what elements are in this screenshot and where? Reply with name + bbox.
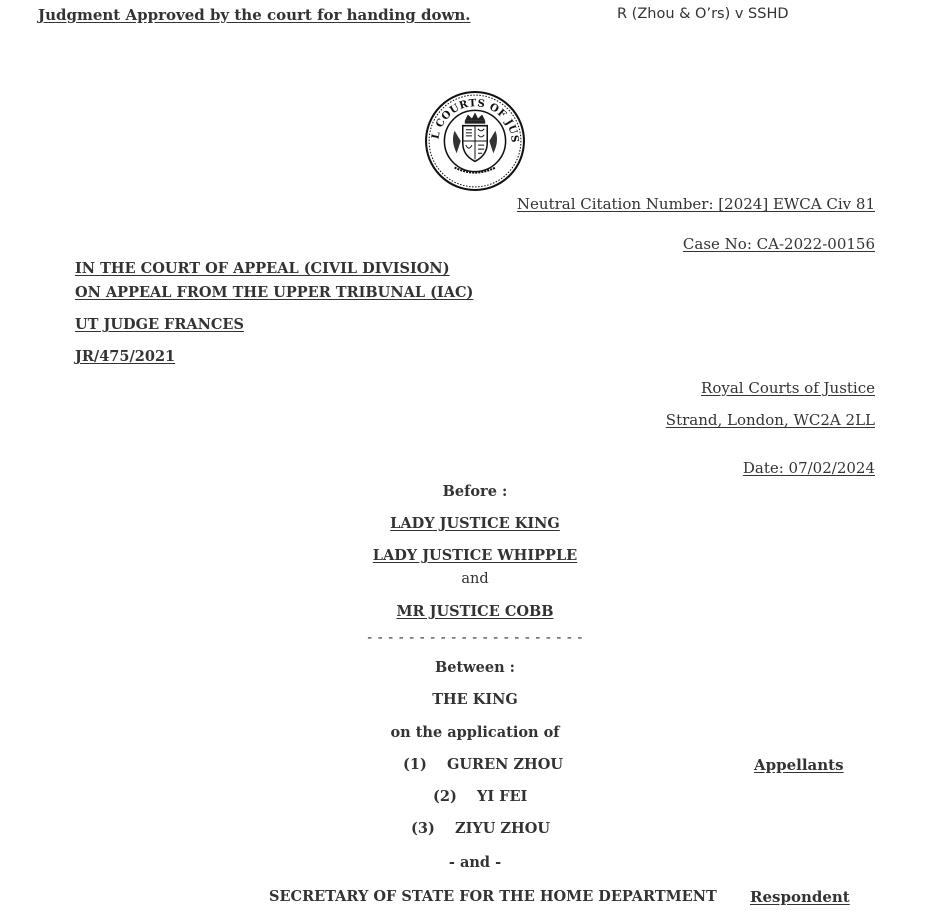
lower-court-ref: JR/475/2021 (75, 348, 176, 365)
appellants-label: Appellants (754, 756, 844, 774)
judge-1 (0, 515, 947, 532)
appellant-2-name: YI FEI (477, 788, 528, 805)
appellant-2-num: (2) (433, 788, 457, 805)
appeal-from: ON APPEAL FROM THE UPPER TRIBUNAL (IAC) (75, 284, 474, 301)
judge-2-name: LADY JUSTICE WHIPPLE (372, 547, 578, 564)
on-application-of: on the application of (390, 724, 560, 741)
judge-3-name: MR JUSTICE COBB (396, 603, 554, 620)
and-separator: - and - (448, 854, 502, 871)
judgment-date: Date: 07/02/2024 (742, 459, 875, 477)
the-king: THE KING (432, 691, 518, 708)
case-number: Case No: CA-2022-00156 (682, 235, 875, 253)
appellant-2 (433, 788, 527, 805)
appellant-3-num: (3) (411, 820, 435, 837)
judge-2 (0, 547, 947, 564)
between-heading: Between : (434, 659, 516, 676)
separator-dashes: - - - - - - - - - - - - - - - - - - - - - (367, 630, 583, 646)
lower-judge: UT JUDGE FRANCES (75, 316, 244, 333)
appellant-1-num: (1) (403, 756, 427, 773)
judgment-header: Judgment Approved by the court for handing down. (38, 6, 471, 24)
appellant-1 (403, 756, 563, 773)
neutral-citation (517, 195, 875, 213)
judge-1-name: LADY JUSTICE KING (390, 515, 560, 532)
respondent-name: SECRETARY OF STATE FOR THE HOME DEPARTMENT (269, 888, 717, 905)
appellant-1-name: GUREN ZHOU (447, 756, 564, 773)
judge-3 (0, 603, 947, 620)
venue-line-1: Royal Courts of Justice (701, 379, 875, 397)
court-name: IN THE COURT OF APPEAL (CIVIL DIVISION) (75, 260, 450, 277)
appellant-3-name: ZIYU ZHOU (455, 820, 550, 837)
respondent-label: Respondent (750, 888, 850, 906)
bench-and: and (461, 571, 489, 587)
citation-number: [2024] EWCA Civ 81 (718, 195, 875, 213)
case-short-title: R (Zhou & O’rs) v SSHD (617, 6, 789, 22)
venue-line-2: Strand, London, WC2A 2LL (665, 411, 875, 429)
citation-label: Neutral Citation Number: (516, 195, 719, 213)
royal-courts-of-justice-crest (424, 90, 526, 192)
appellant-3 (411, 820, 550, 837)
svg-text:ROYAL COURTS OF JUSTICE: L COURTS OF JUS (429, 97, 521, 144)
before-heading: Before : (442, 483, 508, 500)
